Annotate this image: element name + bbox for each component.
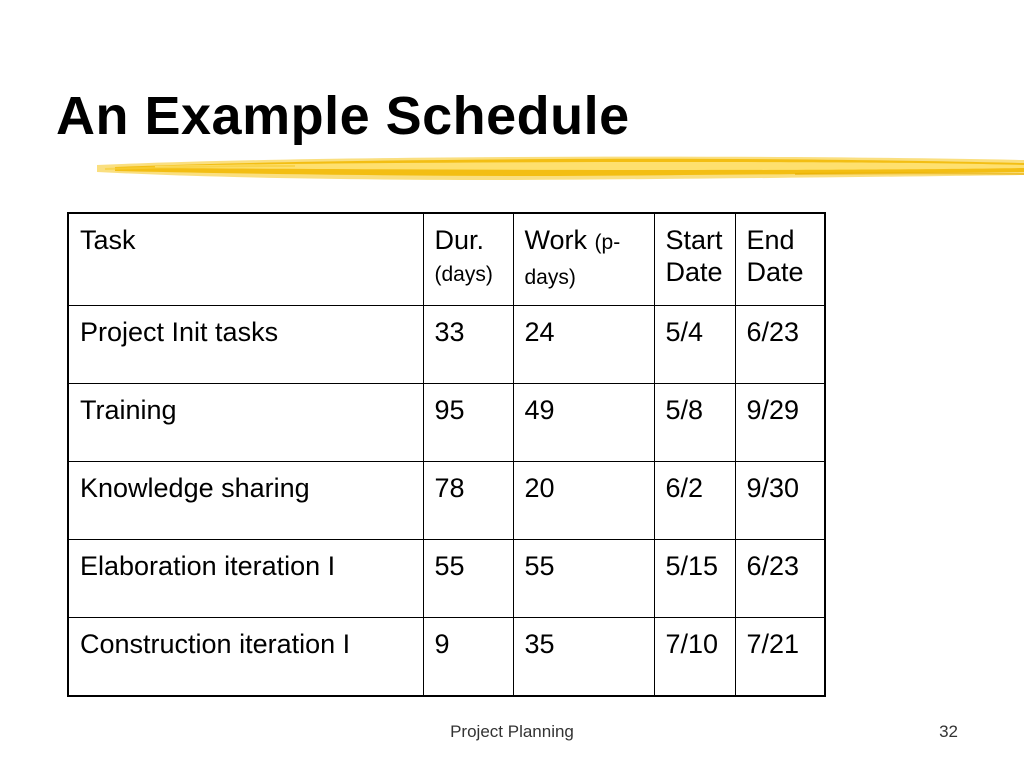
task-cell: Elaboration iteration I — [68, 540, 423, 618]
duration-cell: 78 — [423, 462, 513, 540]
header-end-date — [735, 213, 825, 306]
work-cell: 35 — [513, 618, 654, 697]
schedule-table — [67, 212, 826, 697]
header-duration-label: Dur. — [434, 225, 485, 255]
duration-cell: 33 — [423, 306, 513, 384]
start-date-cell: 5/15 — [654, 540, 735, 618]
table-row — [68, 540, 825, 618]
header-end-date-label: End Date — [746, 225, 804, 287]
work-cell: 24 — [513, 306, 654, 384]
table-header-row — [68, 213, 825, 306]
header-work — [513, 213, 654, 306]
work-cell: 20 — [513, 462, 654, 540]
yellow-brush-stroke-divider — [95, 148, 1024, 188]
table-row — [68, 384, 825, 462]
task-cell: Construction iteration I — [68, 618, 423, 697]
start-date-cell: 5/8 — [654, 384, 735, 462]
task-cell: Project Init tasks — [68, 306, 423, 384]
table-row — [68, 462, 825, 540]
start-date-cell: 5/4 — [654, 306, 735, 384]
slide-page-number: 32 — [939, 722, 958, 741]
header-task — [68, 213, 423, 306]
header-task-label: Task — [80, 225, 136, 255]
start-date-cell: 6/2 — [654, 462, 735, 540]
duration-cell: 55 — [423, 540, 513, 618]
end-date-cell: 9/30 — [735, 462, 825, 540]
slide-footer-text: Project Planning — [450, 722, 574, 741]
header-duration-unit: (days) — [434, 263, 493, 286]
table-row — [68, 618, 825, 697]
header-work-unit: (p-days) — [524, 231, 621, 289]
duration-cell: 9 — [423, 618, 513, 697]
task-cell: Training — [68, 384, 423, 462]
end-date-cell: 7/21 — [735, 618, 825, 697]
header-duration — [423, 213, 513, 306]
table-row — [68, 306, 825, 384]
work-cell: 55 — [513, 540, 654, 618]
task-cell: Knowledge sharing — [68, 462, 423, 540]
work-cell: 49 — [513, 384, 654, 462]
header-work-label: Work — [524, 225, 588, 255]
start-date-cell: 7/10 — [654, 618, 735, 697]
slide-title: An Example Schedule — [56, 86, 630, 146]
header-start-date — [654, 213, 735, 306]
header-start-date-label: Start Date — [665, 225, 723, 287]
duration-cell: 95 — [423, 384, 513, 462]
end-date-cell: 9/29 — [735, 384, 825, 462]
end-date-cell: 6/23 — [735, 540, 825, 618]
end-date-cell: 6/23 — [735, 306, 825, 384]
